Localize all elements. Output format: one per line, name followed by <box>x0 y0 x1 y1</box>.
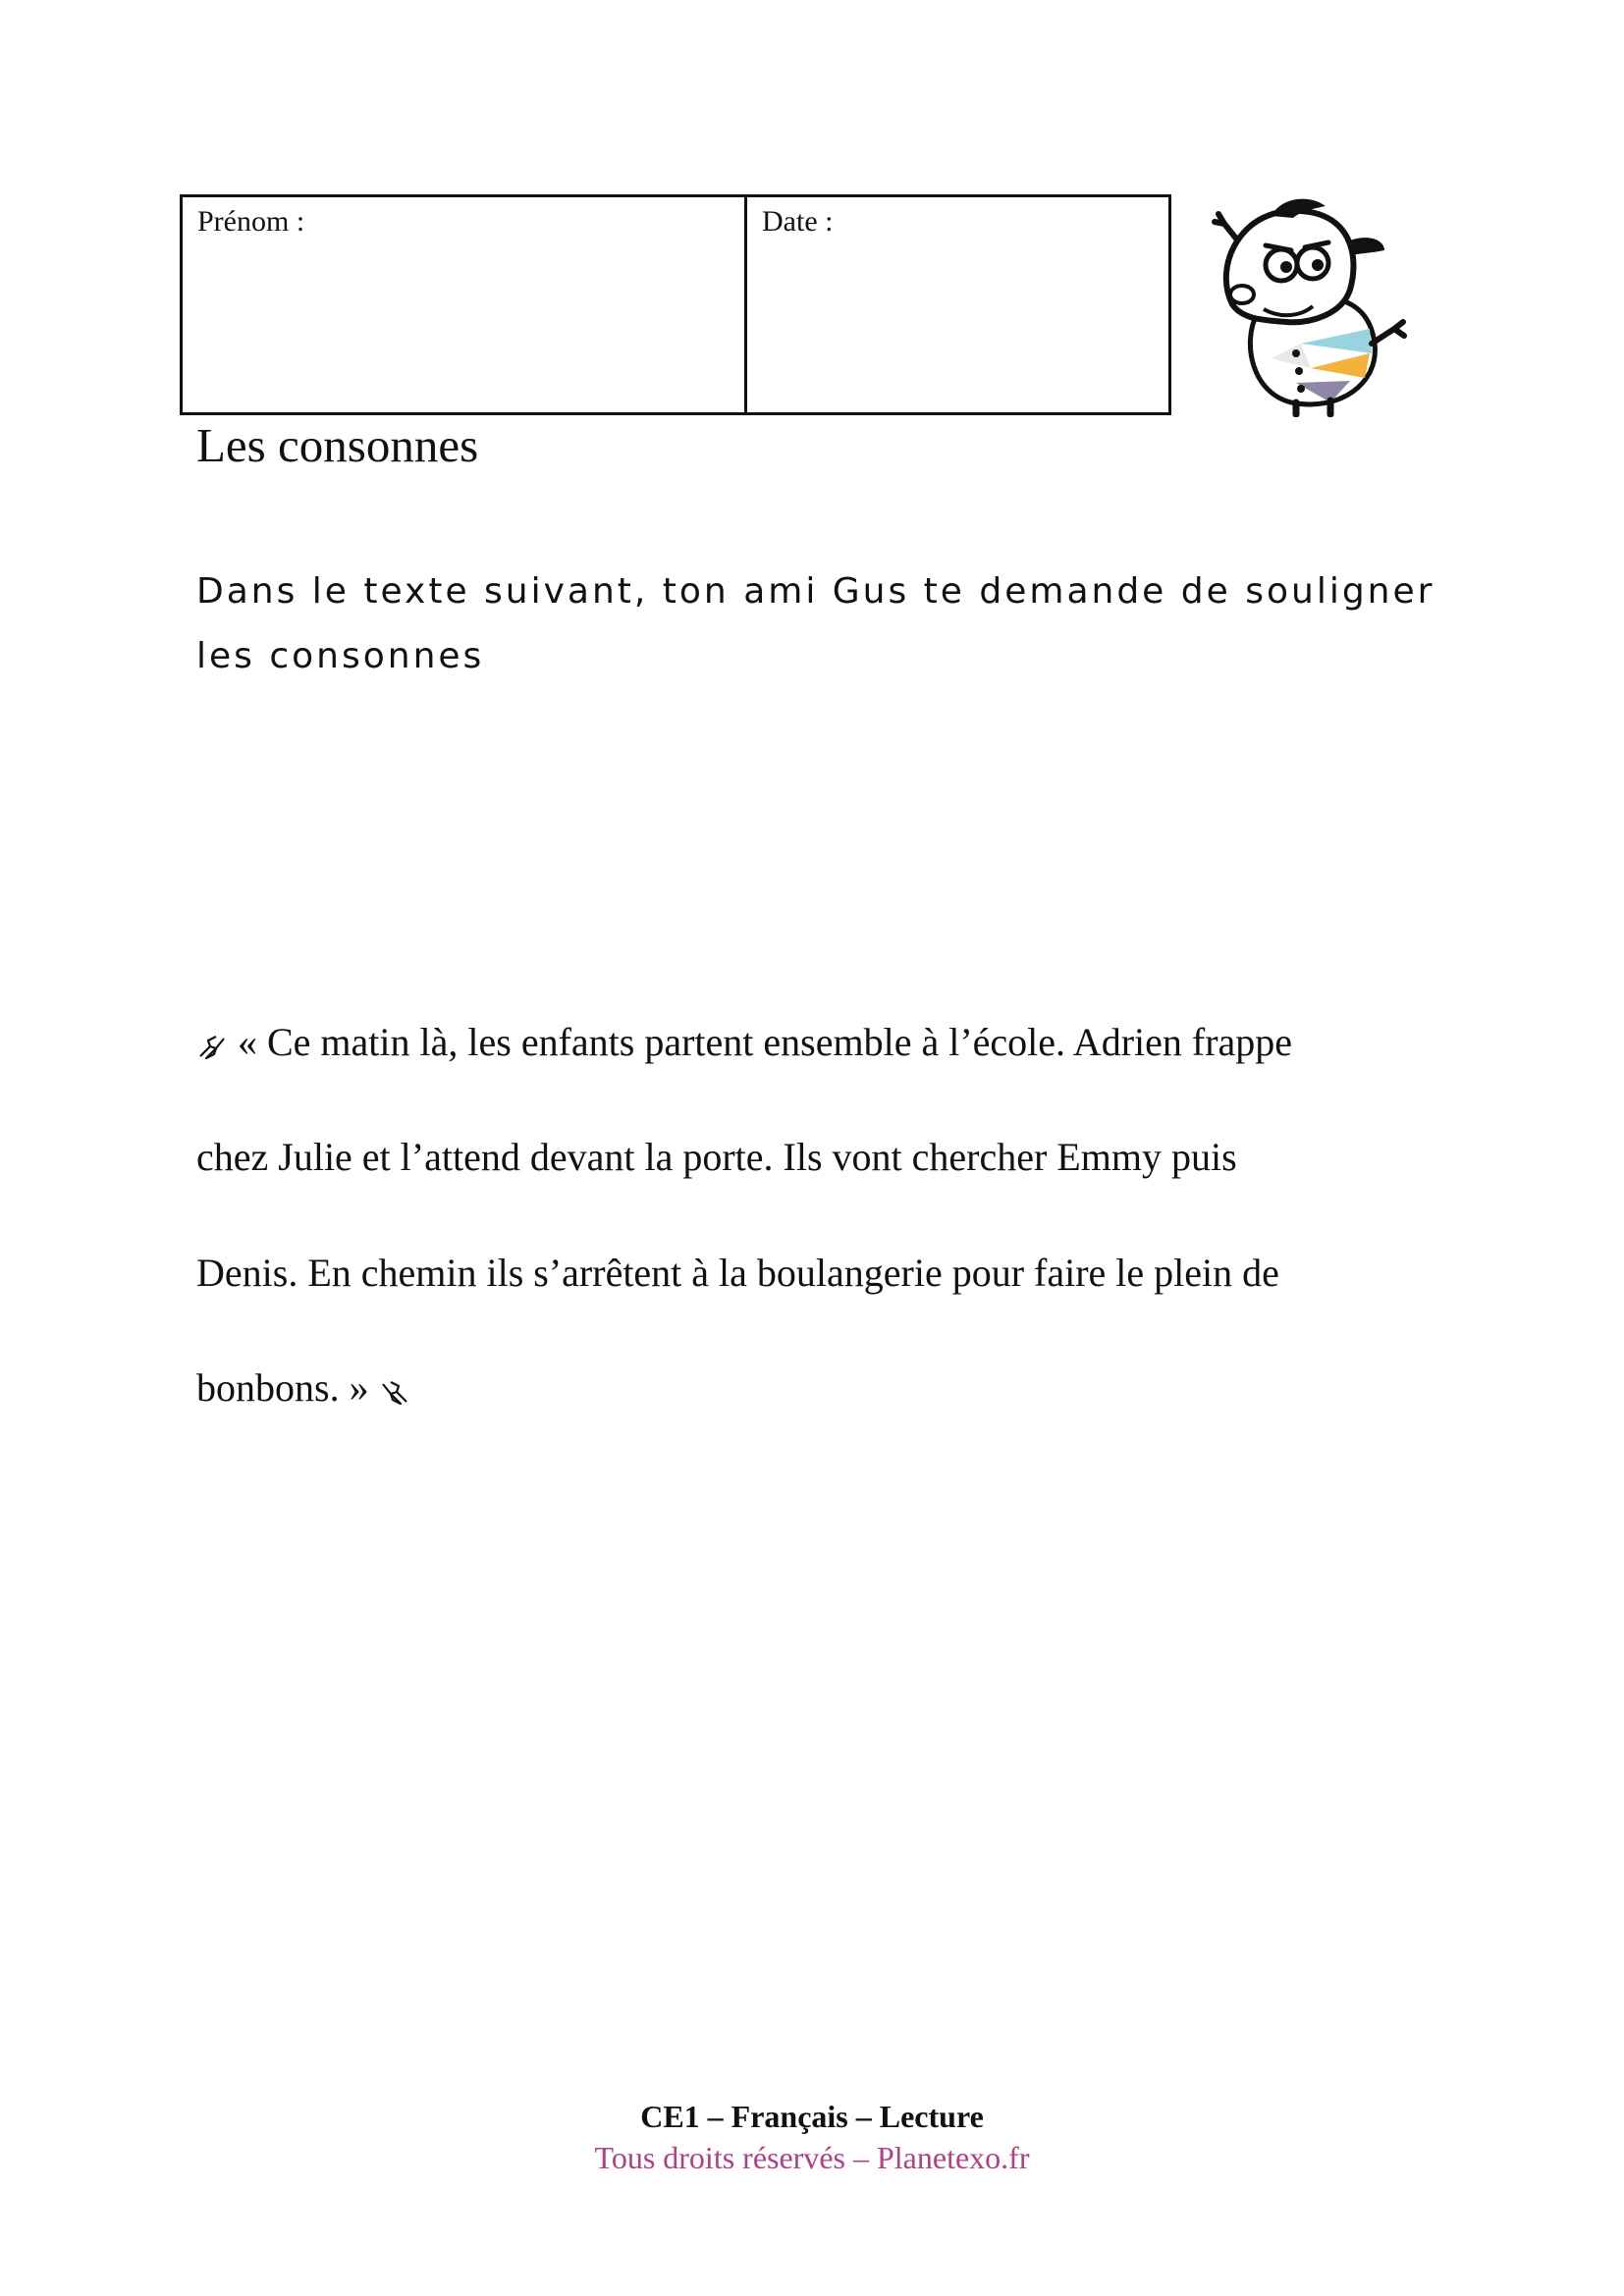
footer-rights: Tous droits réservés – Planetexo.fr <box>594 2140 1030 2175</box>
pencil-hand-right-icon <box>196 1031 228 1062</box>
passage-line-1 <box>196 1019 1292 1065</box>
sheep-mascot-icon <box>1203 196 1409 417</box>
passage-line-2: chez Julie et l’attend devant la porte. Ils vont chercher Emmy puis <box>196 1135 1237 1179</box>
student-info-table <box>180 194 1171 415</box>
name-cell[interactable] <box>183 197 747 412</box>
date-label: Date : <box>762 205 834 238</box>
date-cell[interactable] <box>747 197 1168 412</box>
passage-line-3: Denis. En chemin ils s’arrêtent à la boulangerie pour faire le plein de <box>196 1251 1279 1295</box>
footer-course: CE1 – Français – Lecture <box>640 2099 984 2134</box>
passage-line-4-text: bonbons. » <box>196 1365 369 1410</box>
passage-line-4 <box>196 1364 410 1411</box>
worksheet-title: Les consonnes <box>196 418 479 472</box>
name-label: Prénom : <box>197 205 305 238</box>
passage-line-1-text: « Ce matin là, les enfants partent ensemble à l’école. Adrien frappe <box>238 1020 1293 1064</box>
pencil-hand-left-icon <box>379 1376 410 1408</box>
instruction-text: Dans le texte suivant, ton ami Gus te demande de souligner les consonnes <box>196 571 1435 676</box>
